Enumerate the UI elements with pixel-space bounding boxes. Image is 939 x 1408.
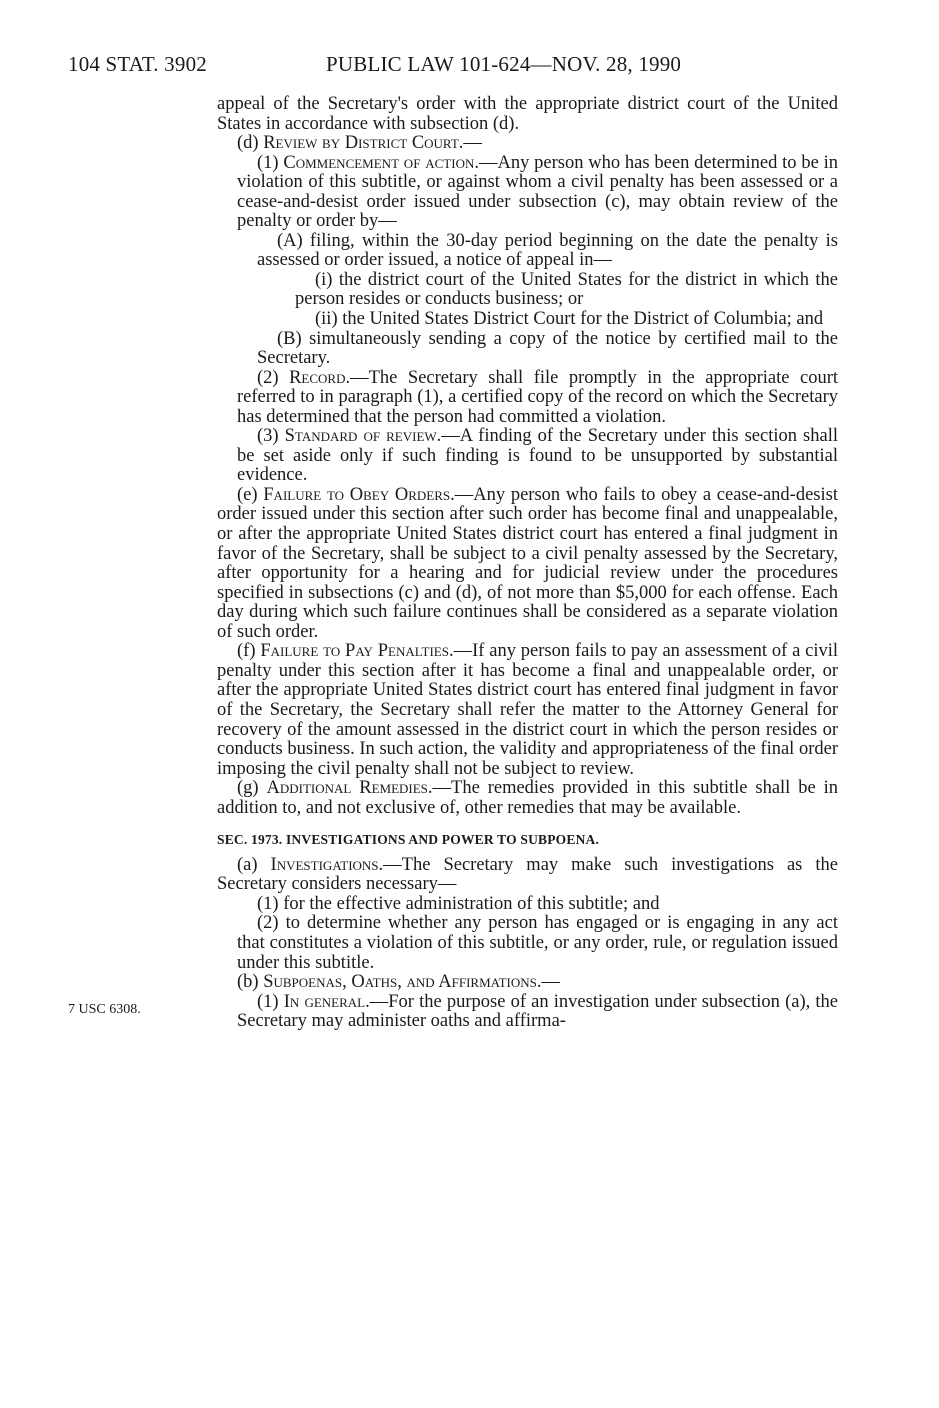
paragraph-a1: (1) for the effective administration of this subtitle; and [257,893,660,914]
section-heading: SEC. 1973. INVESTIGATIONS AND POWER TO SUBPOENA. [217,832,600,848]
subsection-b: (b) Subpoenas, Oaths, and Affirmations.— [237,972,560,993]
subsection-g: (g) Additional Remedies.—The remedies provided in this subtitle shall be in addition to, and not exclusive of, other remedies that may be available. [217,778,838,818]
paragraph-d2: (2) Record.—The Secretary shall file promptly in the appropriate court referred to in paragraph (1), a certified copy of the record on which the Secretary has determined that the person had committed a violation. [237,367,838,427]
page-running-title: PUBLIC LAW 101-624—NOV. 28, 1990 [326,52,682,76]
subsection-heading: Review by District Court. [263,133,464,154]
paragraph-b1: (1) In general.—For the purpose of an investigation under subsection (a), the Secretary may administer oaths and affirma- [237,991,838,1032]
continued-paragraph: appeal of the Secretary's order with the appropriate district court of the United States in accordance with subsection (d). [217,94,838,134]
subsection-f: (f) Failure to Pay Penalties.—If any person fails to pay an assessment of a civil penalty under this section after it has become a final and unappealable order, or after the appropriate United States district court has entered final judgment in favor of the Secretary, the Secretary shall refer the matter to the Attorney General for recovery of the amount assessed in the district court in which the person resides or conducts business. In such action, the validity and appropriateness of the final order imposing the civil penalty shall not be subject to review. [217,641,839,779]
margin-usc-citation: 7 USC 6308. [68,1002,141,1017]
paragraph-heading: Commencement of action. [283,152,479,173]
subsection-heading: Failure to Obey Orders. [263,484,455,505]
paragraph-heading: Record. [289,367,351,388]
subsection-d: (d) Review by District Court.— [237,133,482,154]
subparagraph-dA: (A) filing, within the 30-day period beginning on the date the penalty is assessed or order issued, a notice of appeal in— [257,230,838,271]
subsection-a: (a) Investigations.—The Secretary may make such investigations as the Secretary considers necessary— [217,854,838,895]
subsection-e: (e) Failure to Obey Orders.—Any person who fails to obey a cease-and-desist order issued under this section after such order has become final and unappealable, or after the appropriate United States district court has entered a final judgment in favor of the Secretary, shall be subject to a civil penalty assessed by the Secretary, after opportunity for a hearing and for judicial review under the procedures specified in subsections (c) and (d), of not more than $5,000 for each offense. Each day during which such failure continues shall be considered as a separate violation of such order. [217,484,838,642]
document-body [217,95,838,1032]
subsection-heading: Failure to Pay Penalties. [260,641,454,662]
subsection-heading: Subpoenas, Oaths, and Affirmations. [263,972,542,993]
paragraph-d3: (3) Standard of review.—A finding of the Secretary under this section shall be set aside only if such finding is found to be unsupported by substantial evidence. [237,426,838,486]
clause-dii: (ii) the United States District Court for the District of Columbia; and [315,309,824,330]
paragraph-heading: Standard of review. [284,426,442,447]
subsection-heading: Investigations. [270,854,384,875]
subparagraph-dB: (B) simultaneously sending a copy of the notice by certified mail to the Secretary. [257,328,838,369]
page-stat-number: 104 STAT. 3902 [68,52,207,76]
paragraph-d1: (1) Commencement of action.—Any person who has been determined to be in violation of this subtitle, or against whom a civil penalty has been assessed or a cease-and-desist order issued under subsection (c), may obtain review of the penalty or order by— [237,152,838,232]
subsection-heading: Additional Remedies. [266,778,433,799]
paragraph-heading: In general. [283,991,370,1012]
paragraph-a2: (2) to determine whether any person has engaged or is engaging in any act that constitutes a violation of this subtitle, or any order, rule, or regulation issued under this subtitle. [237,913,838,973]
clause-di: (i) the district court of the United States for the district in which the person resides or conducts business; or [295,269,838,310]
